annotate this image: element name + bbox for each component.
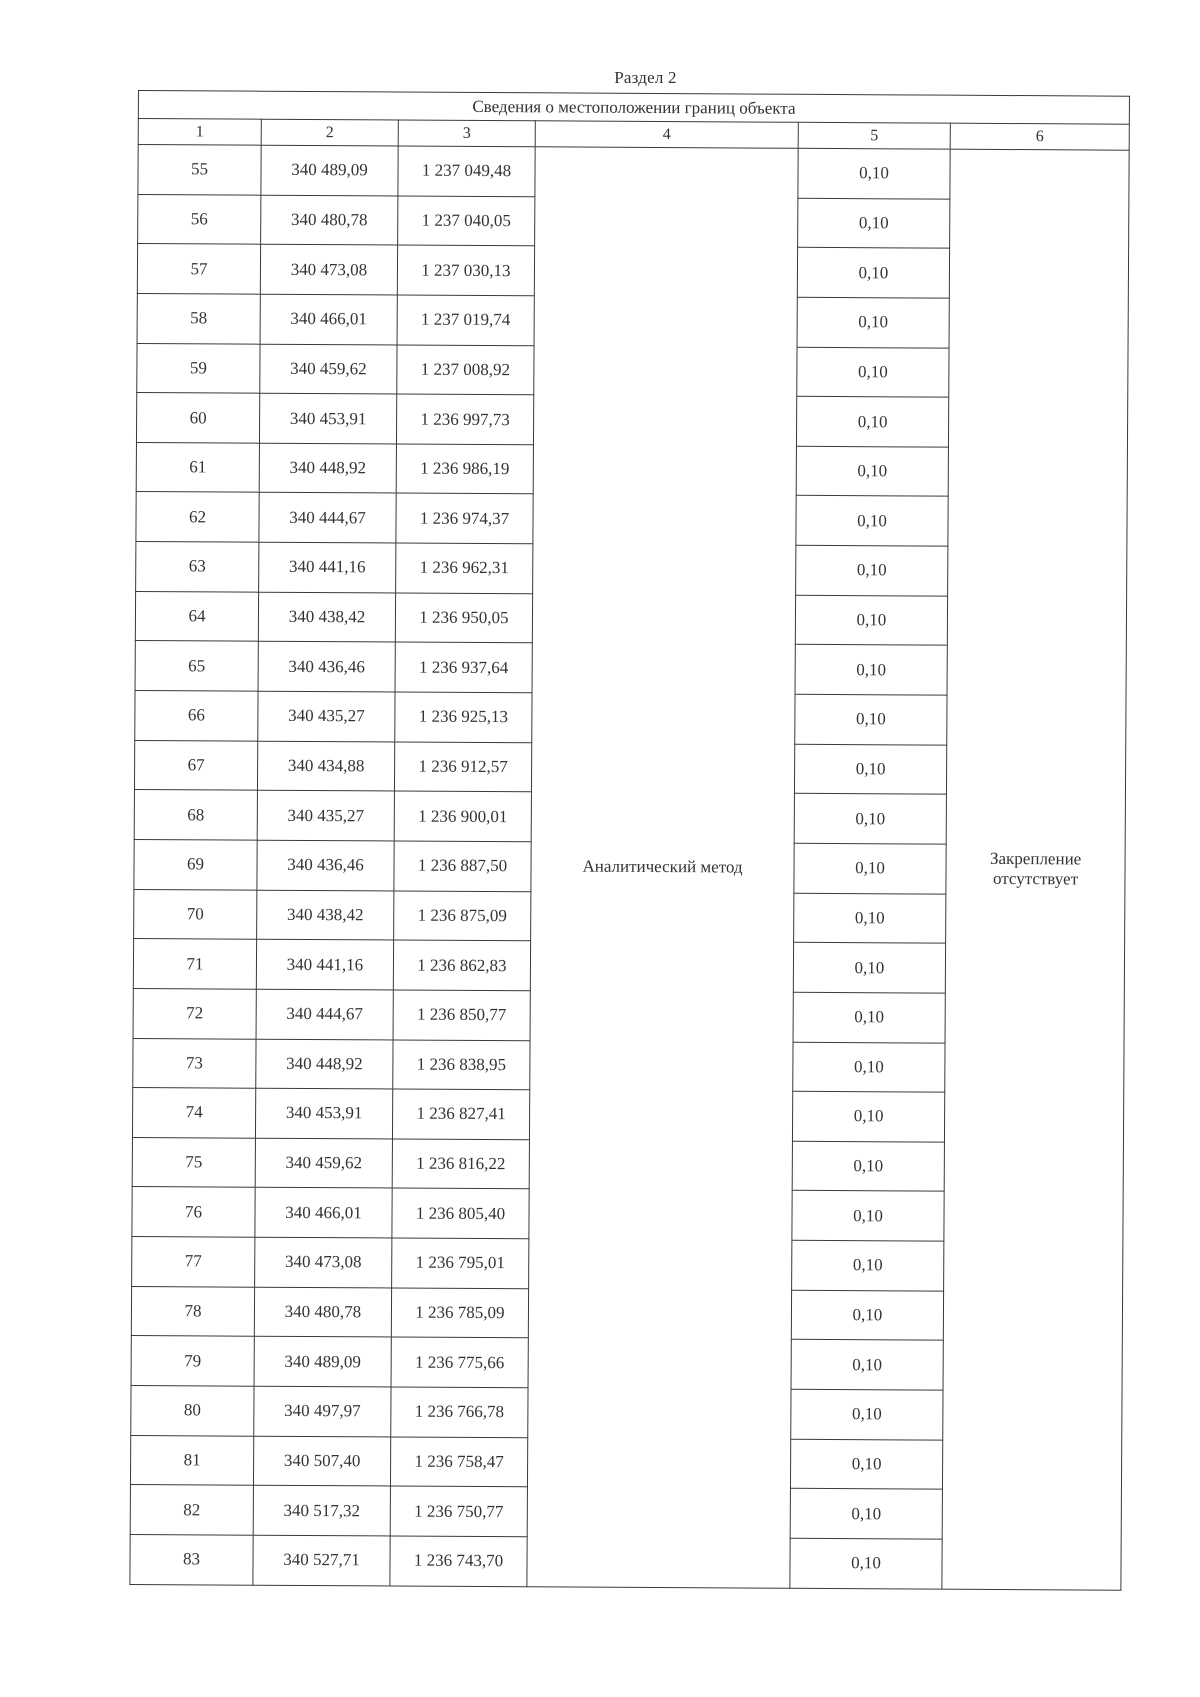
x-coordinate-cell: 340 436,46 [258,642,395,692]
y-coordinate-cell: 1 236 795,01 [392,1238,529,1288]
x-coordinate-cell: 340 507,40 [253,1436,390,1486]
y-coordinate-cell: 1 236 887,50 [394,841,531,891]
point-number-cell: 83 [130,1534,253,1584]
precision-cell: 0,10 [795,595,947,646]
y-coordinate-cell: 1 236 912,57 [394,742,531,792]
x-coordinate-cell: 340 448,92 [259,443,396,493]
precision-cell: 0,10 [791,1340,943,1391]
precision-cell: 0,10 [794,843,946,894]
section-title: Раздел 2 [614,68,677,87]
point-number-cell: 69 [134,839,257,889]
point-number-cell: 78 [131,1286,254,1336]
precision-cell: 0,10 [791,1389,943,1440]
y-coordinate-cell: 1 236 750,77 [390,1486,527,1536]
point-number-cell: 58 [137,293,260,343]
y-coordinate-cell: 1 237 008,92 [397,345,534,395]
x-coordinate-cell: 340 435,27 [257,791,394,841]
point-number-cell: 63 [136,542,259,592]
precision-cell: 0,10 [797,347,949,398]
x-coordinate-cell: 340 489,09 [261,145,398,195]
column-number: 2 [261,119,398,146]
precision-cell: 0,10 [796,496,948,547]
point-number-cell: 73 [133,1038,256,1088]
determination-method-cell: Аналитический метод [527,147,798,1588]
precision-cell: 0,10 [796,397,948,448]
y-coordinate-cell: 1 237 030,13 [397,245,534,295]
point-number-cell: 81 [130,1435,253,1485]
column-number: 3 [398,120,535,147]
point-number-cell: 60 [136,393,259,443]
y-coordinate-cell: 1 236 838,95 [393,1040,530,1090]
precision-cell: 0,10 [797,248,949,299]
x-coordinate-cell: 340 473,08 [260,244,397,294]
x-coordinate-cell: 340 435,27 [258,691,395,741]
point-number-cell: 71 [133,939,256,989]
point-number-cell: 80 [131,1385,254,1435]
table-body [130,145,1129,1590]
point-number-cell: 57 [137,244,260,294]
point-number-cell: 74 [132,1088,255,1138]
point-number-cell: 65 [135,641,258,691]
column-number: 6 [950,123,1129,150]
point-number-cell: 61 [136,442,259,492]
boundary-coordinates-table [129,90,1130,1590]
y-coordinate-cell: 1 237 049,48 [398,146,535,196]
point-number-cell: 59 [137,343,260,393]
precision-cell: 0,10 [797,297,949,348]
x-coordinate-cell: 340 459,62 [260,344,397,394]
point-number-cell: 64 [135,591,258,641]
x-coordinate-cell: 340 480,78 [254,1287,391,1337]
y-coordinate-cell: 1 236 974,37 [396,493,533,543]
point-fixing-cell: Закрепление отсутствует [942,149,1129,1590]
precision-cell: 0,10 [794,744,946,795]
y-coordinate-cell: 1 236 805,40 [392,1188,529,1238]
y-coordinate-cell: 1 236 758,47 [390,1437,527,1487]
x-coordinate-cell: 340 441,16 [259,542,396,592]
precision-cell: 0,10 [795,694,947,745]
column-number: 1 [138,119,261,146]
point-number-cell: 62 [136,492,259,542]
precision-cell: 0,10 [795,645,947,696]
x-coordinate-cell: 340 459,62 [255,1138,392,1188]
precision-cell: 0,10 [793,1042,945,1093]
x-coordinate-cell: 340 517,32 [253,1485,390,1535]
point-number-cell: 82 [130,1485,253,1535]
table-caption: Сведения о местоположении границ объекта [138,91,1129,125]
precision-cell: 0,10 [792,1141,944,1192]
y-coordinate-cell: 1 236 766,78 [391,1387,528,1437]
y-coordinate-cell: 1 236 900,01 [394,791,531,841]
x-coordinate-cell: 340 489,09 [254,1337,391,1387]
x-coordinate-cell: 340 466,01 [260,294,397,344]
x-coordinate-cell: 340 444,67 [256,989,393,1039]
y-coordinate-cell: 1 236 816,22 [392,1139,529,1189]
x-coordinate-cell: 340 466,01 [255,1188,392,1238]
y-coordinate-cell: 1 236 785,09 [391,1288,528,1338]
y-coordinate-cell: 1 236 775,66 [391,1337,528,1387]
table-row [138,145,1129,200]
precision-cell: 0,10 [796,446,948,497]
precision-cell: 0,10 [792,1240,944,1291]
precision-cell: 0,10 [792,1091,944,1142]
x-coordinate-cell: 340 453,91 [259,393,396,443]
x-coordinate-cell: 340 441,16 [256,939,393,989]
column-number: 4 [535,121,798,149]
y-coordinate-cell: 1 236 875,09 [394,891,531,941]
precision-cell: 0,10 [796,545,948,596]
y-coordinate-cell: 1 236 962,31 [396,543,533,593]
y-coordinate-cell: 1 236 827,41 [392,1089,529,1139]
x-coordinate-cell: 340 434,88 [257,741,394,791]
precision-cell: 0,10 [794,794,946,845]
precision-cell: 0,10 [798,198,950,249]
x-coordinate-cell: 340 444,67 [259,493,396,543]
y-coordinate-cell: 1 236 950,05 [395,593,532,643]
point-number-cell: 70 [134,889,257,939]
point-number-cell: 55 [138,145,261,195]
point-number-cell: 79 [131,1336,254,1386]
y-coordinate-cell: 1 237 019,74 [397,295,534,345]
x-coordinate-cell: 340 436,46 [257,840,394,890]
y-coordinate-cell: 1 236 743,70 [390,1536,527,1586]
x-coordinate-cell: 340 527,71 [253,1535,390,1585]
point-number-cell: 75 [132,1137,255,1187]
point-number-cell: 66 [135,691,258,741]
point-number-cell: 56 [138,194,261,244]
precision-cell: 0,10 [798,148,950,199]
precision-cell: 0,10 [793,943,945,994]
point-number-cell: 76 [132,1187,255,1237]
y-coordinate-cell: 1 236 997,73 [396,394,533,444]
x-coordinate-cell: 340 453,91 [255,1088,392,1138]
precision-cell: 0,10 [790,1439,942,1490]
point-number-cell: 77 [132,1237,255,1287]
y-coordinate-cell: 1 236 850,77 [393,990,530,1040]
y-coordinate-cell: 1 236 986,19 [396,444,533,494]
precision-cell: 0,10 [790,1489,942,1540]
y-coordinate-cell: 1 237 040,05 [398,196,535,246]
x-coordinate-cell: 340 448,92 [256,1039,393,1089]
y-coordinate-cell: 1 236 925,13 [395,692,532,742]
column-number: 5 [798,122,950,149]
x-coordinate-cell: 340 438,42 [258,592,395,642]
x-coordinate-cell: 340 480,78 [261,195,398,245]
precision-cell: 0,10 [791,1290,943,1341]
y-coordinate-cell: 1 236 862,83 [393,940,530,990]
x-coordinate-cell: 340 438,42 [257,890,394,940]
point-number-cell: 68 [134,790,257,840]
precision-cell: 0,10 [793,992,945,1043]
x-coordinate-cell: 340 473,08 [255,1237,392,1287]
x-coordinate-cell: 340 497,97 [254,1386,391,1436]
precision-cell: 0,10 [790,1538,942,1589]
precision-cell: 0,10 [794,893,946,944]
precision-cell: 0,10 [792,1191,944,1242]
point-number-cell: 67 [134,740,257,790]
y-coordinate-cell: 1 236 937,64 [395,642,532,692]
point-number-cell: 72 [133,988,256,1038]
